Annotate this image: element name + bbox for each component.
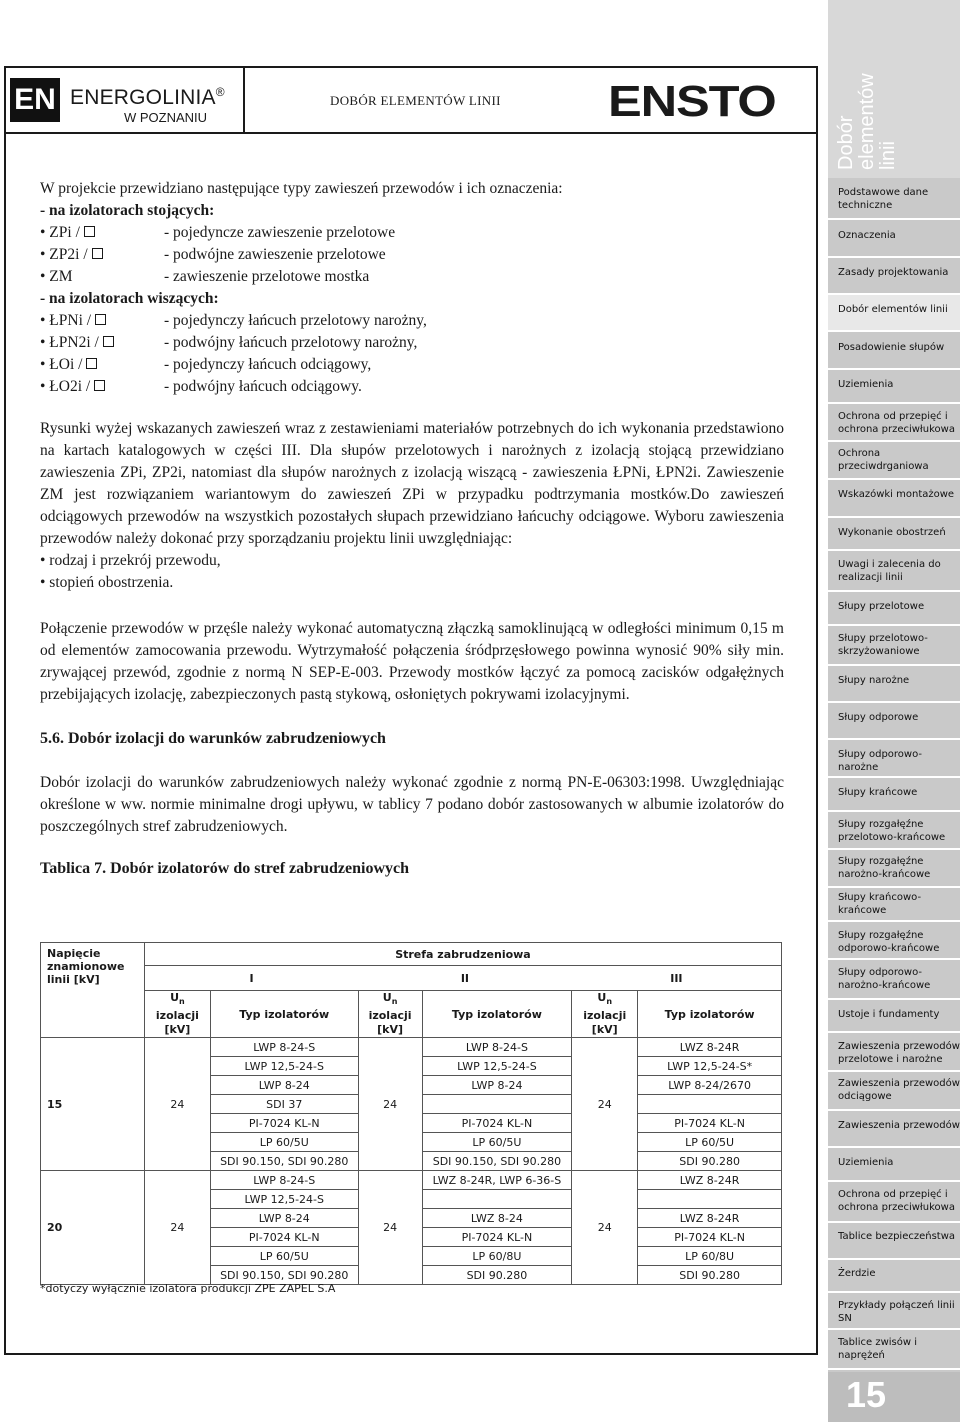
suspension-code-text: • ŁPNi / (40, 312, 92, 329)
suspension-item (40, 376, 784, 398)
sidebar-item[interactable]: Słupy rozgałęźne odporowo-krańcowe (838, 930, 940, 954)
un-cell: 24 (572, 1171, 638, 1285)
insulator-type-cell: SDI 90.280 (638, 1152, 782, 1171)
un-label: izolacji (368, 1009, 412, 1023)
insulator-type-cell: PI-7024 KL-N (210, 1228, 358, 1247)
insulator-type-cell: LP 60/5U (210, 1247, 358, 1266)
sidebar-separator (828, 218, 960, 220)
ensto-logo: ENSTO (608, 77, 776, 126)
suspension-item (40, 332, 784, 354)
zone-ii: II (358, 966, 572, 991)
suspension-code-text: • ZP2i / (40, 246, 88, 263)
header-zone: Strefa zabrudzeniowa (144, 943, 781, 966)
square-symbol-icon (84, 226, 95, 237)
table-title: Tablica 7. Dobór izolatorów do stref zabrudzeniowych (40, 860, 410, 877)
header-voltage: Napięcie znamionowe linii [kV] (41, 943, 145, 1038)
suspension-desc: - pojedyncze zawieszenie przelotowe (164, 224, 396, 241)
insulator-type-cell: LWP 8-24 (210, 1076, 358, 1095)
insulator-type-cell (638, 1190, 782, 1209)
insulator-type-cell: SDI 90.280 (638, 1266, 782, 1285)
un-unit: [kV] (164, 1023, 191, 1037)
sidebar-item[interactable]: Słupy przelotowo-skrzyżowaniowe (838, 633, 928, 657)
un-label: izolacji (583, 1009, 627, 1023)
suspension-item (40, 222, 784, 244)
suspension-code-text: • ŁO2i / (40, 378, 91, 395)
paragraph-3: Dobór izolacji do warunków zabrudzeniowych należy wykonać zgodnie z normą PN-E-06303:1998. Uwzględniając określone w ww. normie minimalne drogi upływu, w tablicy 7 podano dobór zastosowanych w albumie izolatorów do poszczególnych stref zabrudzeniowych. (40, 774, 784, 835)
insulator-type-cell: LP 60/8U (422, 1247, 572, 1266)
insulator-type-cell: LWZ 8-24R, LWP 6-36-S (422, 1171, 572, 1190)
suspension-code (40, 354, 164, 376)
sidebar-item[interactable]: Żerdzie (838, 1268, 876, 1279)
table-footnote: *dotyczy wyłącznie izolatora produkcji ZPE ZAPEL S.A (40, 1282, 336, 1295)
document-title: DOBÓR ELEMENTÓW LINII (330, 93, 501, 108)
sidebar-item[interactable]: Uwagi i zalecenia do realizacji linii (838, 559, 941, 583)
sidebar-item[interactable]: Ochrona od przepięć i ochrona przeciwłukowa (838, 1189, 955, 1213)
sidebar-separator (828, 402, 960, 404)
suspension-desc: - zawieszenie przelotowe mostka (164, 268, 370, 285)
sidebar-separator (828, 848, 960, 850)
sidebar-item[interactable]: Posadowienie słupów (838, 342, 945, 353)
suspension-code-text: • ŁPN2i / (40, 334, 99, 351)
sidebar-separator (828, 440, 960, 442)
insulator-type-cell: LWP 12,5-24-S (210, 1190, 358, 1209)
insulator-type-cell: LP 60/5U (422, 1133, 572, 1152)
sidebar-item[interactable]: Uziemienia (838, 1157, 894, 1168)
square-symbol-icon (94, 380, 105, 391)
sidebar-item[interactable]: Przykłady połączeń linii SN (838, 1300, 955, 1324)
insulator-type-cell: LWP 8-24-S (210, 1038, 358, 1057)
sidebar-item[interactable]: Zawieszenia przewodów odciągowe (838, 1078, 960, 1102)
un-cell: 24 (358, 1038, 422, 1171)
insulator-type-cell: LP 60/8U (638, 1247, 782, 1266)
sidebar-separator (828, 1070, 960, 1072)
sidebar-separator (828, 1291, 960, 1293)
header-type: Typ izolatorów (422, 991, 572, 1038)
sidebar-item[interactable]: Słupy rozgałęźne narożno-krańcowe (838, 856, 931, 880)
suspension-code (40, 376, 164, 398)
insulator-type-cell (422, 1190, 572, 1209)
sidebar-item[interactable]: Ochrona przeciwdrganiowa (838, 448, 929, 472)
insulator-type-cell: LP 60/5U (638, 1133, 782, 1152)
sidebar-item[interactable]: Ochrona od przepięć i ochrona przeciwłukowa (838, 411, 955, 435)
suspension-code (40, 332, 164, 354)
sidebar-item[interactable]: Tablice zwisów i naprężeń (838, 1337, 917, 1361)
insulator-type-cell: LWZ 8-24R (638, 1209, 782, 1228)
sidebar-separator (828, 1109, 960, 1111)
sidebar-separator (828, 701, 960, 703)
suspension-desc: - podwójny łańcuch przelotowy narożny, (164, 334, 418, 351)
sidebar-item[interactable]: Słupy krańcowo-krańcowe (838, 892, 922, 916)
sidebar-separator (828, 330, 960, 332)
header-type: Typ izolatorów (210, 991, 358, 1038)
insulator-type-cell: PI-7024 KL-N (638, 1114, 782, 1133)
un-symbol: U (597, 991, 607, 1004)
square-symbol-icon (95, 314, 106, 325)
insulator-type-cell: LWP 12,5-24-S (422, 1057, 572, 1076)
sidebar-separator (828, 1146, 960, 1148)
suspension-code (40, 266, 164, 288)
sidebar-separator (828, 664, 960, 666)
sidebar-item[interactable]: Słupy przelotowe (838, 601, 925, 612)
header-un (144, 991, 210, 1038)
table-subheader (41, 991, 782, 1038)
table-row (41, 1038, 782, 1057)
insulator-type-cell: SDI 90.150, SDI 90.280 (210, 1152, 358, 1171)
square-symbol-icon (103, 336, 114, 347)
voltage-cell: 15 (41, 1038, 145, 1171)
square-symbol-icon (92, 248, 103, 259)
square-symbol-icon (86, 358, 97, 369)
sidebar-item[interactable]: Zasady projektowania (838, 267, 949, 278)
sidebar-separator (828, 958, 960, 960)
section-title: 5.6. Dobór izolacji do warunków zabrudzeniowych (40, 730, 386, 747)
insulator-type-cell: LWP 8-24 (422, 1076, 572, 1095)
insulator-type-cell: PI-7024 KL-N (422, 1228, 572, 1247)
header-un (358, 991, 422, 1038)
insulator-type-cell: LP 60/5U (210, 1133, 358, 1152)
un-unit: [kV] (377, 1023, 404, 1037)
insulator-type-cell: LWP 8-24-S (210, 1171, 358, 1190)
sidebar-item[interactable]: Słupy krańcowe (838, 787, 918, 798)
suspension-desc: - podwójne zawieszenie przelotowe (164, 246, 386, 263)
header-un (572, 991, 638, 1038)
sidebar-separator (828, 1368, 960, 1370)
sidebar-item[interactable]: Słupy rozgałęźne przelotowo-krańcowe (838, 819, 946, 843)
sidebar-separator (828, 920, 960, 922)
insulator-type-cell (422, 1095, 572, 1114)
voltage-cell: 20 (41, 1171, 145, 1285)
zone-i: I (144, 966, 358, 991)
sidebar-separator (828, 886, 960, 888)
sidebar-item[interactable]: Słupy odporowe (838, 712, 919, 723)
registered-mark: ® (215, 85, 225, 99)
sidebar-item[interactable]: Słupy narożne (838, 675, 910, 686)
suspension-desc: - pojedynczy łańcuch odciągowy, (164, 356, 372, 373)
suspension-code-text: • ŁOi / (40, 356, 83, 373)
company-name: ENERGOLINIA (70, 86, 216, 109)
sidebar-separator (828, 478, 960, 480)
suspension-code-text: • ZM (40, 268, 73, 285)
sidebar-item[interactable]: Uziemienia (838, 379, 894, 390)
un-cell: 24 (358, 1171, 422, 1285)
bullet-1: • rodzaj i przekrój przewodu, (40, 552, 221, 569)
insulator-type-cell: PI-7024 KL-N (422, 1114, 572, 1133)
sidebar-item[interactable]: Dobór elementów linii (838, 304, 948, 315)
insulator-type-cell: SDI 37 (210, 1095, 358, 1114)
un-unit: [kV] (591, 1023, 618, 1037)
sidebar-separator (828, 624, 960, 626)
en-logo: EN (10, 78, 60, 122)
sidebar-item[interactable]: Wskazówki montażowe (838, 489, 955, 500)
header-divider (243, 66, 245, 134)
sidebar-item[interactable]: Zawieszenia przewodów (838, 1120, 960, 1131)
sidebar-item[interactable]: Oznaczenia (838, 230, 896, 241)
insulator-type-cell: SDI 90.150, SDI 90.280 (210, 1266, 358, 1285)
suspension-desc: - pojedynczy łańcuch przelotowy narożny, (164, 312, 427, 329)
un-subscript: n (179, 997, 185, 1007)
insulator-type-cell: LWP 8-24 (210, 1209, 358, 1228)
sidebar-item[interactable]: Tablice bezpieczeństwa (838, 1231, 956, 1242)
paragraph-1: Rysunki wyżej wskazanych zawieszeń wraz z zestawieniami materiałów potrzebnych do ich wykonania przedstawiono na kartach katalogowych w części III. Dla słupów przelotowych i narożnych z izolacją stojącą przewidziano zawieszenia ZPi, ZP2i, natomiast dla słupów narożnych z izolacją wiszącą - zawieszenia ŁPNi, ŁPN2i. Zawieszenie ZM jest rozwiązaniem wariantowym do zawieszeń ZPi w przypadku podtrzymania mostków.Do zawieszeń odciągowych przewodów na wszystkich pozostałych słupach przewidziano łańcuchy odciągowe. Wyboru zawieszenia przewodów należy dokonać przy sporządzaniu projektu linii uwzględniając: (40, 420, 784, 547)
sidebar-separator (828, 516, 960, 518)
sidebar-vertical-title: Dobór elementów linii (835, 73, 899, 170)
group1-title: - na izolatorach stojących: (40, 202, 215, 219)
company-logo (70, 80, 240, 125)
sidebar-separator (828, 776, 960, 778)
suspension-desc: - podwójny łańcuch odciągowy. (164, 378, 362, 395)
suspension-item (40, 266, 784, 288)
company-city: W POZNANIU (124, 110, 208, 125)
sidebar-item[interactable]: Podstawowe dane techniczne (838, 187, 929, 211)
suspension-code (40, 222, 164, 244)
sidebar-separator (828, 368, 960, 370)
sidebar-item[interactable]: Ustoje i fundamenty (838, 1009, 940, 1020)
bullet-2: • stopień obostrzenia. (40, 574, 174, 591)
paragraph-2: Połączenie przewodów w przęśle należy wykonać automatyczną złączką samoklinującą w odległości minimum 0,15 m od elementów zamocowania przewodu. Wytrzymałość połączenia śródprzęsłowego powinna wynosić 90% siły min. zrywającej przewód, zgodnie z normą N SEP-E-003. Przewody mostków łączyć za pomocą zacisków odgałężnych przebijających izolację, zabezpieczonych pastą stykową, osłoniętych pokrywami izolacyjnymi. (40, 620, 784, 703)
insulator-type-cell: LWP 12,5-24-S* (638, 1057, 782, 1076)
sidebar-item[interactable]: Wykonanie obostrzeń (838, 527, 946, 538)
un-subscript: n (606, 997, 613, 1007)
insulator-type-cell: LWP 8-24-S (422, 1038, 572, 1057)
suspension-item (40, 244, 784, 266)
insulator-type-cell: PI-7024 KL-N (638, 1228, 782, 1247)
insulator-type-cell: SDI 90.280 (422, 1266, 572, 1285)
sidebar-separator (828, 738, 960, 740)
sidebar-separator (828, 256, 960, 258)
header-type: Typ izolatorów (638, 991, 782, 1038)
intro-text: W projekcie przewidziano następujące typy zawieszeń przewodów i ich oznaczenia: (40, 180, 563, 197)
un-label: izolacji (155, 1009, 199, 1023)
page-number-box (828, 1372, 960, 1422)
table-row (41, 1171, 782, 1190)
insulator-type-cell: LWZ 8-24R (638, 1038, 782, 1057)
sidebar-separator (828, 998, 960, 1000)
suspension-item (40, 310, 784, 332)
sidebar-item[interactable]: Słupy odporowo-narożne (838, 749, 923, 773)
zone-iii: III (572, 966, 782, 991)
sidebar-separator (828, 810, 960, 812)
sidebar-separator (828, 1031, 960, 1033)
suspension-code (40, 310, 164, 332)
sidebar-separator (828, 1328, 960, 1330)
sidebar-separator (828, 549, 960, 551)
sidebar-separator (828, 1180, 960, 1182)
suspension-code (40, 244, 164, 266)
sidebar-separator (828, 293, 960, 295)
insulator-type-cell: LWZ 8-24R (638, 1171, 782, 1190)
insulator-type-cell: LWP 12,5-24-S (210, 1057, 358, 1076)
main-content (40, 178, 784, 880)
sidebar-item[interactable]: Słupy odporowo-narożno-krańcowe (838, 967, 931, 991)
insulator-type-cell: PI-7024 KL-N (210, 1114, 358, 1133)
insulator-type-cell: SDI 90.150, SDI 90.280 (422, 1152, 572, 1171)
un-cell: 24 (572, 1038, 638, 1171)
insulator-type-cell: LWZ 8-24 (422, 1209, 572, 1228)
un-cell: 24 (144, 1038, 210, 1171)
sidebar-separator (828, 1258, 960, 1260)
un-symbol: U (382, 991, 392, 1004)
group2-list (40, 310, 784, 398)
un-cell: 24 (144, 1171, 210, 1285)
insulator-type-cell: LWP 8-24/2670 (638, 1076, 782, 1095)
group1-list (40, 222, 784, 288)
sidebar-separator (828, 1221, 960, 1223)
suspension-item (40, 354, 784, 376)
un-symbol: U (170, 991, 180, 1004)
page-number: 15 (846, 1374, 887, 1415)
sidebar-item[interactable]: Zawieszenia przewodów przelotowe i narożne (838, 1041, 960, 1065)
un-subscript: n (391, 997, 398, 1007)
insulator-type-cell (638, 1095, 782, 1114)
sidebar-separator (828, 590, 960, 592)
group2-title: - na izolatorach wiszących: (40, 290, 219, 307)
insulator-table (40, 942, 782, 1285)
suspension-code-text: • ZPi / (40, 224, 80, 241)
